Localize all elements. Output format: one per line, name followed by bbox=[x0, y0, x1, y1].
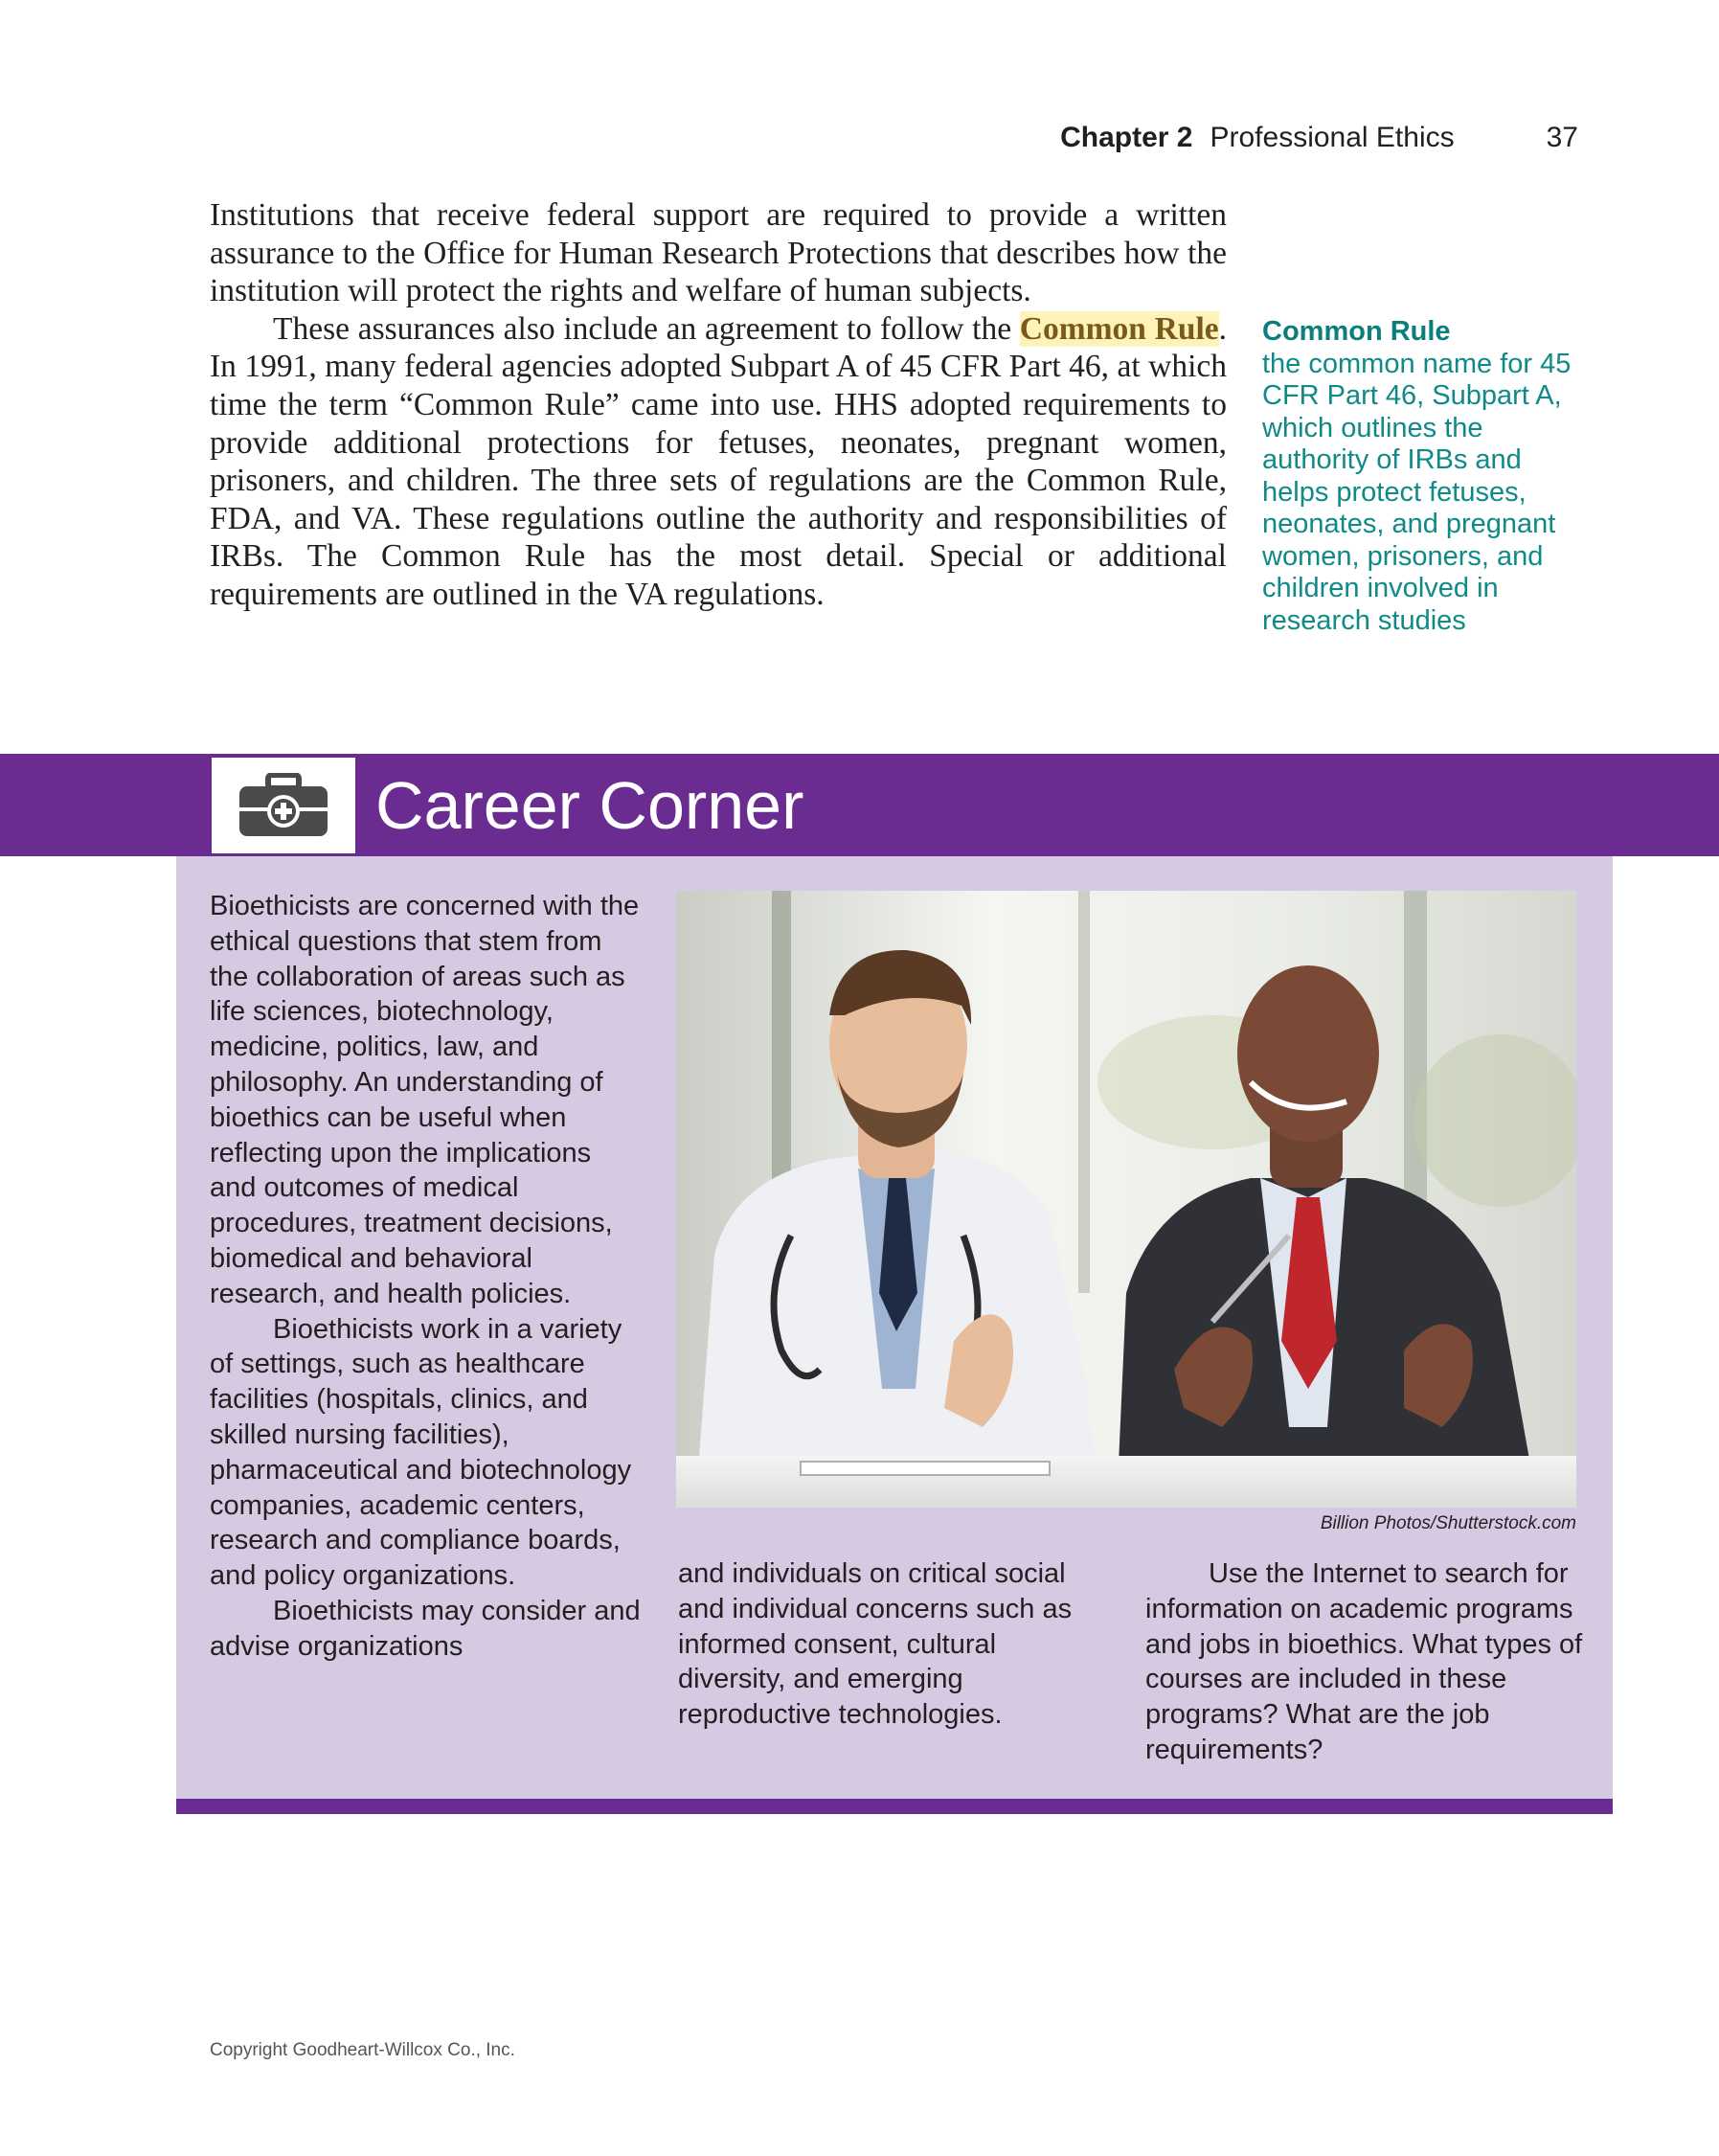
medical-briefcase-icon bbox=[237, 773, 329, 838]
body-text bbox=[210, 196, 1227, 614]
career-column-3 bbox=[1145, 1556, 1586, 1768]
paragraph-2-rest: . In 1991, many federal agencies adopted Subpart A of 45 CFR Part 46, at which time the term “Common Rule” came into use. HHS adopted requirements to provide additional protections for fetuses, neonates, pregnant women, prisoners, and children. The three sets of regulations are the Common Rule, FDA, and VA. These regulations outline the authority and responsibilities of IRBs. The Common Rule has the most detail. Special or additional requirements are outlined in the VA regulations. bbox=[210, 310, 1228, 612]
glossary-definition: the common name for 45 CFR Part 46, Subpart A, which outlines the authority of IRBs and helps protect fetuses, neonates, and pregnant women, prisoners, and children involved in research studies bbox=[1262, 348, 1572, 636]
copyright-footer: Copyright Goodheart-Willcox Co., Inc. bbox=[210, 2040, 515, 2060]
career-column-1 bbox=[210, 889, 641, 1665]
running-header bbox=[0, 121, 1578, 155]
glossary-term: Common Rule bbox=[1262, 316, 1451, 347]
paragraph-2-start: These assurances also include an agreement to follow the bbox=[273, 310, 1020, 347]
page-number: 37 bbox=[1546, 122, 1578, 153]
photo-credit: Billion Photos/Shutterstock.com bbox=[1320, 1513, 1576, 1533]
chapter-label: Chapter 2 bbox=[1060, 122, 1193, 153]
career-paragraph-2: Bioethicists work in a variety of settings, such as healthcare facilities (hospitals, clinics, and skilled nursing facilities), pharmaceutical and biotechnology companies, academic centers, research and compliance boards, and policy organizations. bbox=[210, 1313, 632, 1592]
career-paragraph-4: Use the Internet to search for information on academic programs and jobs in bioethics. What types of courses are included in these programs? What are the job requirements? bbox=[1145, 1558, 1583, 1765]
career-paragraph-1: Bioethicists are concerned with the ethical questions that stem from the collaboration of areas such as life sciences, biotechnology, medicine, politics, law, and philosophy. An understanding of bioethics can be useful when reflecting upon the implications and outcomes of medical procedures, treatment decisions, biomedical and behavioral research, and health policies. bbox=[210, 891, 640, 1309]
paragraph-1: Institutions that receive federal support are required to provide a written assurance to the Office for Human Research Protections that describes how the institution will protect the rights and welfare of human subjects. bbox=[210, 197, 1227, 309]
career-paragraph-3-continued: and individuals on critical social and individual concerns such as informed consent, cultural diversity, and emerging reproductive technologies. bbox=[678, 1558, 1073, 1731]
career-paragraph-3-start: Bioethicists may consider and advise organizations bbox=[210, 1595, 641, 1662]
career-column-2 bbox=[678, 1556, 1099, 1733]
photo-illustration bbox=[676, 891, 1576, 1508]
paragraph-2 bbox=[210, 310, 1227, 614]
margin-glossary-note bbox=[1262, 316, 1588, 637]
career-corner-bottom-rule bbox=[176, 1799, 1613, 1814]
key-term-common-rule: Common Rule bbox=[1019, 310, 1219, 347]
career-corner-icon-box bbox=[212, 758, 355, 853]
career-corner-title: Career Corner bbox=[375, 768, 804, 843]
doctor-and-businessman-photo bbox=[676, 891, 1576, 1508]
section-title: Professional Ethics bbox=[1210, 122, 1455, 153]
